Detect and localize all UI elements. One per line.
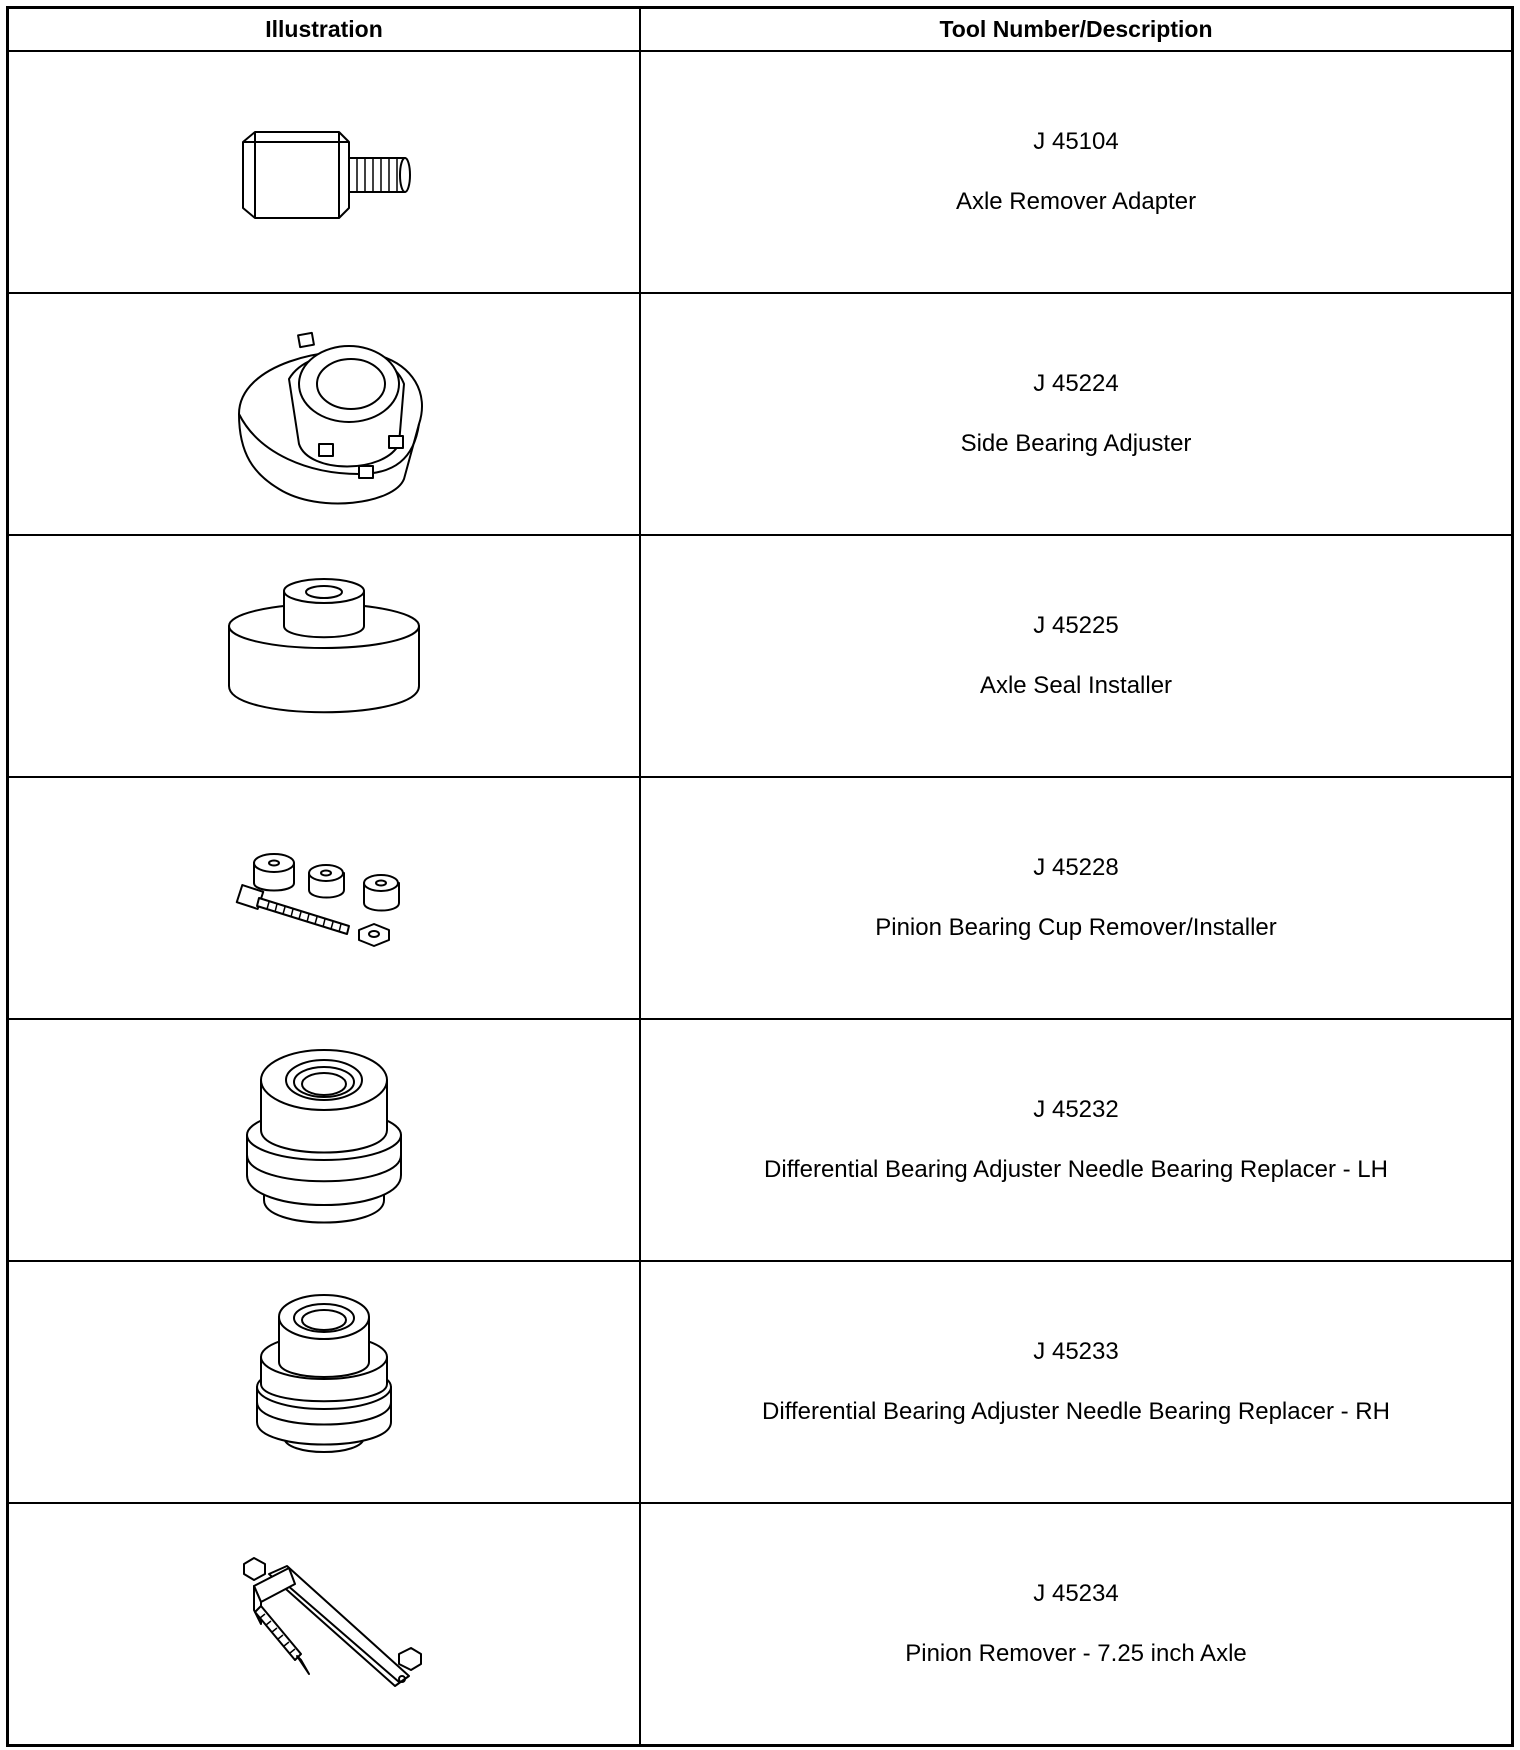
tool-description: Pinion Remover - 7.25 inch Axle (905, 1640, 1247, 1667)
table-row (8, 51, 1513, 293)
pinion-remover-icon (199, 1514, 449, 1734)
header-tool-number-description: Tool Number/Description (640, 8, 1513, 52)
tool-description: Side Bearing Adjuster (960, 430, 1192, 457)
axle-seal-installer-icon (199, 546, 449, 766)
header-row (8, 8, 1513, 52)
header-illustration: Illustration (8, 8, 641, 52)
tool-number: J 45224 (1033, 370, 1119, 397)
axle-remover-adapter-icon (199, 62, 449, 282)
illustration-cell (8, 777, 641, 1019)
tool-description-cell (640, 293, 1513, 535)
table-row (8, 1503, 1513, 1746)
tool-description: Pinion Bearing Cup Remover/Installer (875, 914, 1277, 941)
table-row (8, 1261, 1513, 1503)
tool-description-cell (640, 1019, 1513, 1261)
tool-description-cell (640, 777, 1513, 1019)
tool-description-cell (640, 1503, 1513, 1746)
tool-description: Differential Bearing Adjuster Needle Bearing Replacer - RH (762, 1398, 1390, 1425)
needle-bearing-replacer-rh-icon (199, 1272, 449, 1492)
special-tools-table (6, 6, 1514, 1747)
tool-description: Axle Remover Adapter (955, 188, 1197, 215)
pinion-bearing-cup-tool-set-icon (199, 788, 449, 1008)
illustration-cell (8, 1261, 641, 1503)
illustration-cell (8, 51, 641, 293)
illustration-cell (8, 293, 641, 535)
table-row (8, 1019, 1513, 1261)
illustration-cell (8, 1019, 641, 1261)
tool-number: J 45232 (1033, 1096, 1119, 1123)
tool-number: J 45225 (1033, 612, 1119, 639)
table-row (8, 535, 1513, 777)
illustration-cell (8, 1503, 641, 1746)
side-bearing-adjuster-icon (199, 304, 449, 524)
tool-number: J 45233 (1033, 1338, 1119, 1365)
tool-number: J 45228 (1033, 854, 1119, 881)
tool-number: J 45234 (1033, 1580, 1119, 1607)
tool-description-cell (640, 535, 1513, 777)
tool-description-cell (640, 1261, 1513, 1503)
illustration-cell (8, 535, 641, 777)
tool-description: Differential Bearing Adjuster Needle Bearing Replacer - LH (764, 1156, 1388, 1183)
tool-description-cell (640, 51, 1513, 293)
table-row (8, 293, 1513, 535)
needle-bearing-replacer-lh-icon (199, 1030, 449, 1250)
tool-description: Axle Seal Installer (979, 672, 1173, 699)
tool-number: J 45104 (1033, 128, 1119, 155)
table-row (8, 777, 1513, 1019)
